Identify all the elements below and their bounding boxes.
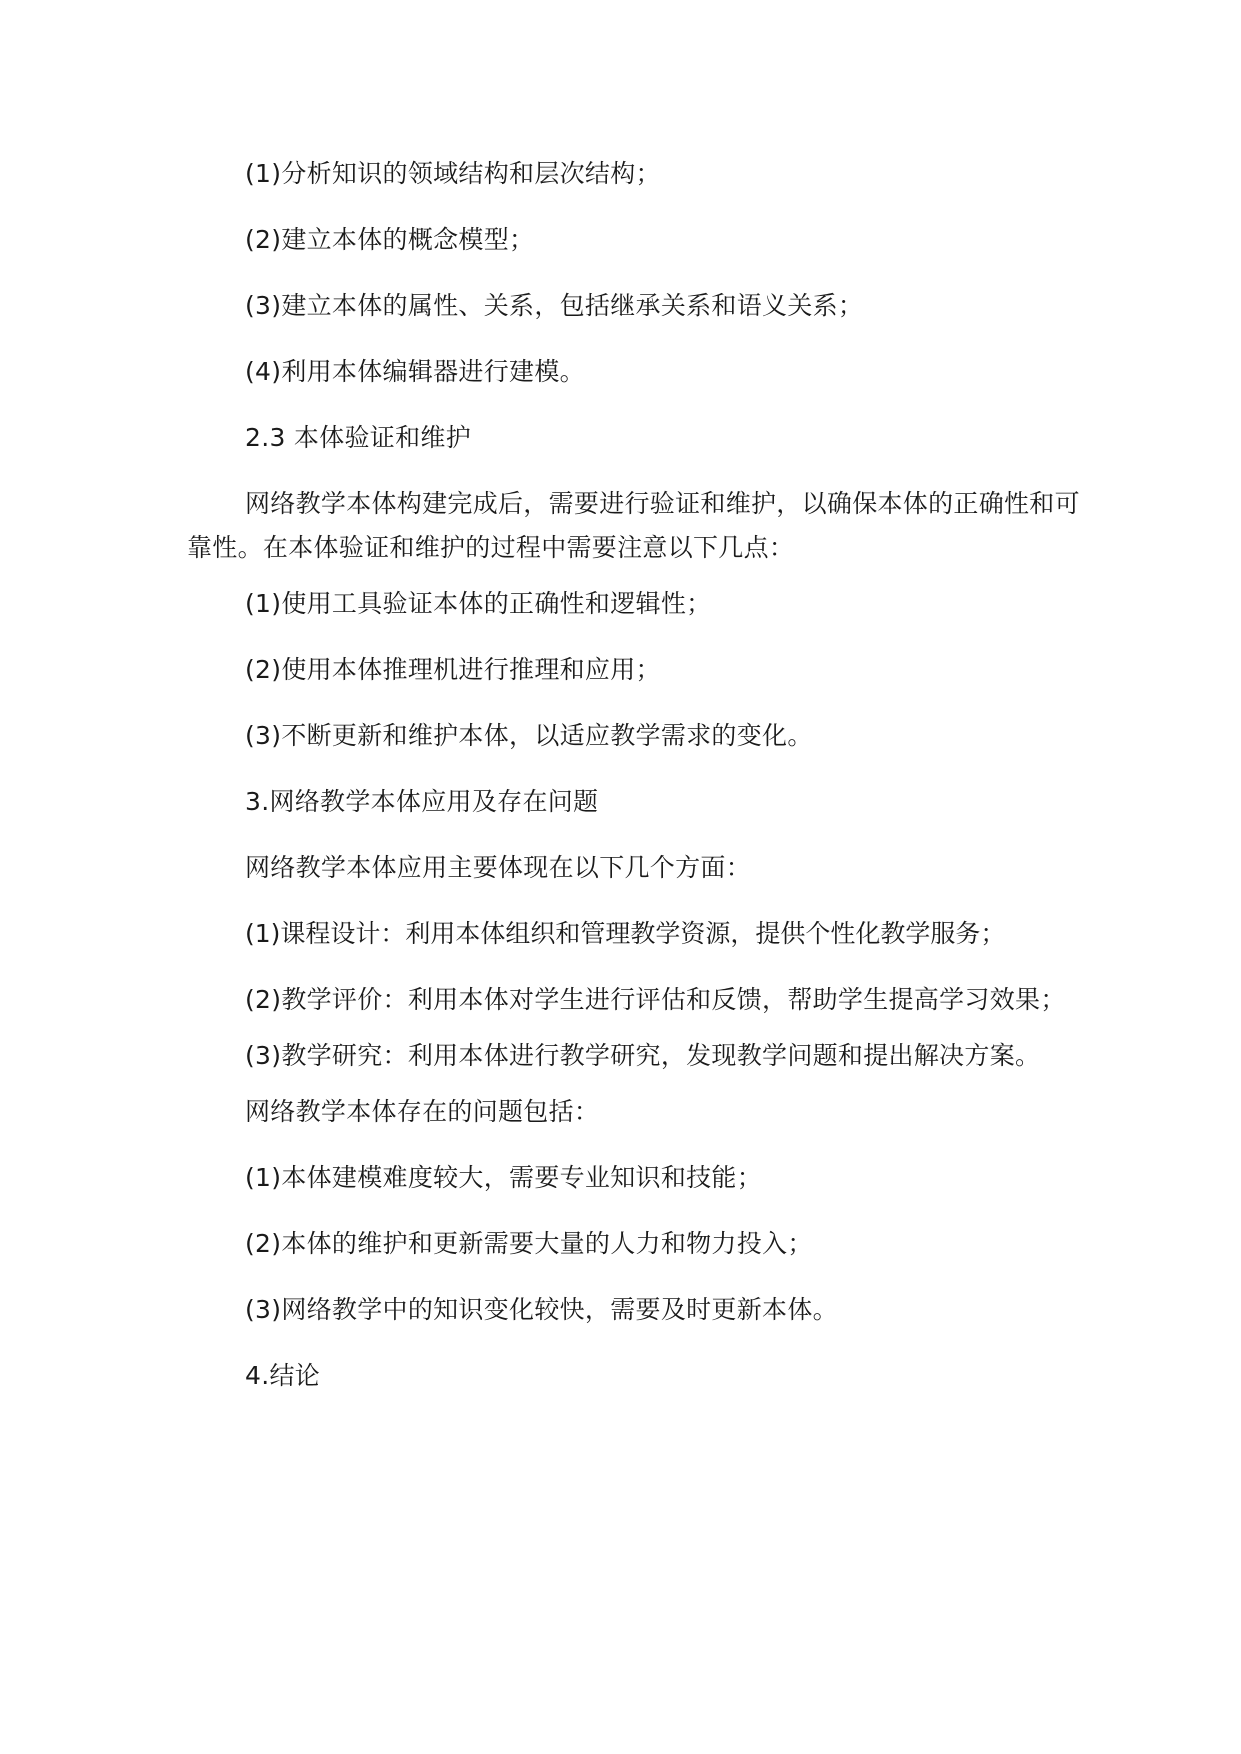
section-heading: 4.结论	[245, 1361, 321, 1390]
list-item: (4)利用本体编辑器进行建模。	[245, 357, 585, 386]
body-paragraph: 网络教学本体构建完成后，需要进行验证和维护，以确保本体的正确性和可靠性。在本体验证和维护的过程中需要注意以下几点：	[187, 489, 1080, 562]
list-item: (3)教学研究：利用本体进行教学研究，发现教学问题和提出解决方案。	[245, 1041, 1041, 1070]
list-item: (2)建立本体的概念模型；	[245, 225, 535, 254]
list-item: (2)教学评价：利用本体对学生进行评估和反馈，帮助学生提高学习效果；	[245, 985, 1066, 1014]
list-item: (1)课程设计：利用本体组织和管理教学资源，提供个性化教学服务；	[245, 919, 1006, 948]
body-paragraph: 网络教学本体应用主要体现在以下几个方面：	[245, 853, 752, 882]
document-body	[187, 152, 1087, 1398]
body-paragraph: 网络教学本体存在的问题包括：	[245, 1097, 600, 1126]
list-item: (3)网络教学中的知识变化较快，需要及时更新本体。	[245, 1295, 838, 1324]
list-item: (3)不断更新和维护本体，以适应教学需求的变化。	[245, 721, 813, 750]
list-item: (3)建立本体的属性、关系，包括继承关系和语义关系；	[245, 291, 864, 320]
list-item: (2)使用本体推理机进行推理和应用；	[245, 655, 661, 684]
list-item: (2)本体的维护和更新需要大量的人力和物力投入；	[245, 1229, 813, 1258]
list-item: (1)使用工具验证本体的正确性和逻辑性；	[245, 589, 712, 618]
section-heading: 3.网络教学本体应用及存在问题	[245, 787, 599, 816]
section-heading: 2.3 本体验证和维护	[245, 423, 472, 452]
list-item: (1)本体建模难度较大，需要专业知识和技能；	[245, 1163, 763, 1192]
list-item: (1)分析知识的领域结构和层次结构；	[245, 159, 661, 188]
